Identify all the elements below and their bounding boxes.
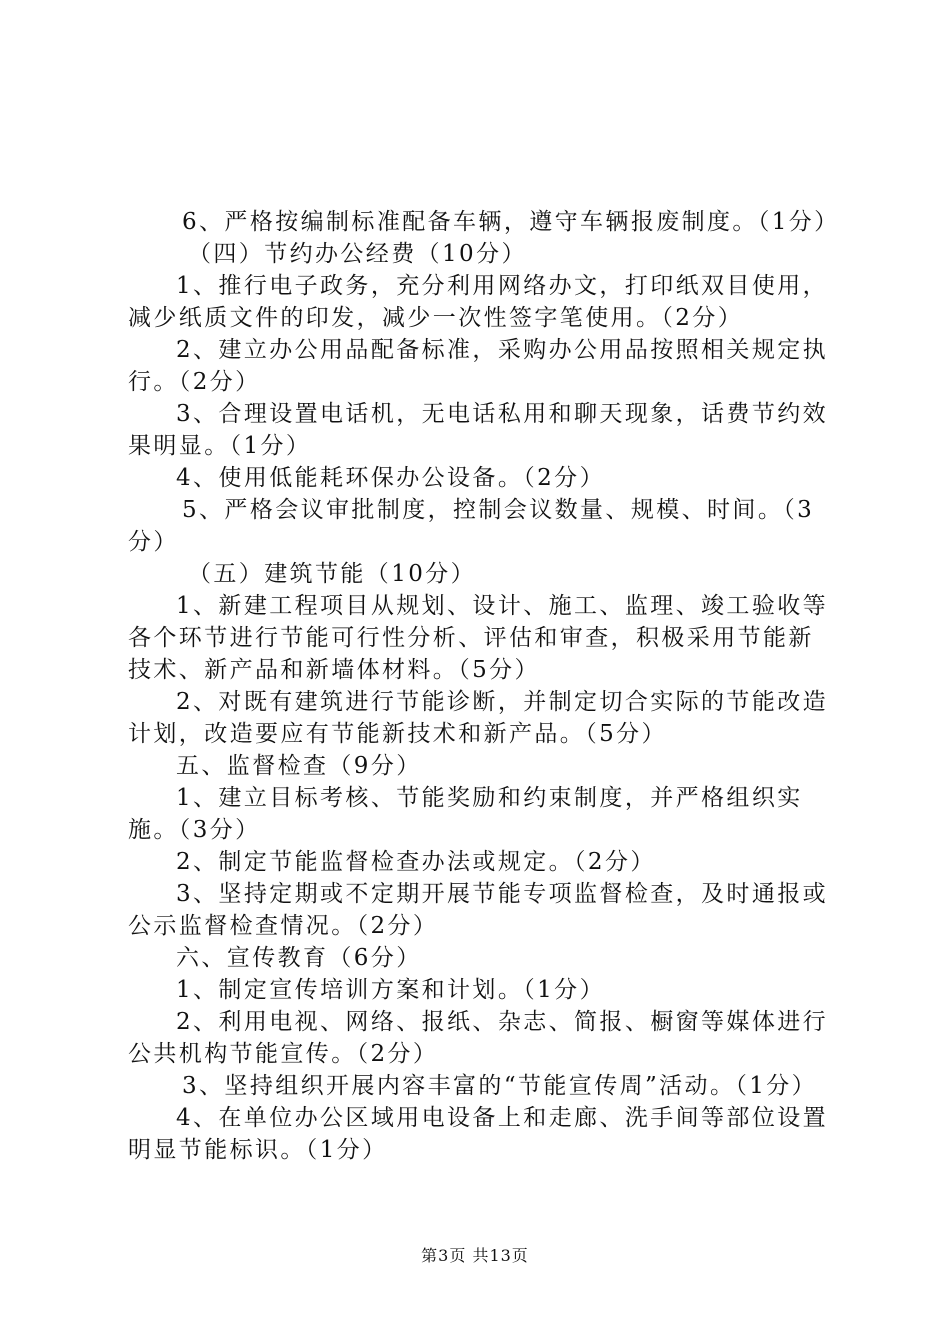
paragraph-inspection-method: 2、制定节能监督检查办法或规定。（2分） — [176, 849, 656, 875]
paragraph-periodic-inspection: 3、坚持定期或不定期开展节能专项监督检查，及时通报或公示监督检查情况。（2分） — [128, 881, 829, 939]
paragraph-existing-buildings: 2、对既有建筑进行节能诊断，并制定切合实际的节能改造计划，改造要应有节能新技术和新产品。（5分） — [128, 689, 829, 747]
paragraph-e-government: 1、推行电子政务，充分利用网络办文，打印纸双目使用，减少纸质文件的印发，减少一次性签字笔使用。（2分） — [128, 273, 829, 331]
heading-supervision: 五、监督检查（9分） — [176, 753, 422, 779]
paragraph-media-publicity: 2、利用电视、网络、报纸、杂志、简报、橱窗等媒体进行公共机构节能宣传。（2分） — [128, 1009, 829, 1067]
paragraph-vehicle-scrap: 6、严格按编制标准配备车辆，遵守车辆报废制度。（1分） — [182, 209, 840, 235]
document-body — [128, 206, 840, 1166]
heading-office-expenses: （四）节约办公经费（10分） — [188, 241, 527, 267]
paragraph-publicity-week: 3、坚持组织开展内容丰富的“节能宣传周”活动。（1分） — [182, 1073, 818, 1099]
paragraph-energy-signs: 4、在单位办公区域用电设备上和走廊、洗手间等部位设置明显节能标识。（1分） — [128, 1105, 829, 1163]
page-number-footer: 第3页 共13页 — [421, 1246, 529, 1265]
paragraph-low-energy-equipment: 4、使用低能耗环保办公设备。（2分） — [176, 465, 605, 491]
heading-publicity: 六、宣传教育（6分） — [176, 945, 422, 971]
paragraph-telephone: 3、合理设置电话机，无电话私用和聊天现象，话费节约效果明显。（1分） — [128, 401, 829, 459]
paragraph-new-construction: 1、新建工程项目从规划、设计、施工、监理、竣工验收等各个环节进行节能可行性分析、评估和审查，积极采用节能新技术、新产品和新墙体材料。（5分） — [128, 593, 829, 683]
paragraph-training-plan: 1、制定宣传培训方案和计划。（1分） — [176, 977, 605, 1003]
paragraph-office-supplies: 2、建立办公用品配备标准，采购办公用品按照相关规定执行。（2分） — [128, 337, 829, 395]
heading-building-energy: （五）建筑节能（10分） — [188, 561, 477, 587]
paragraph-meeting-approval: 5、严格会议审批制度，控制会议数量、规模、时间。（3分） — [128, 497, 815, 555]
paragraph-target-assessment: 1、建立目标考核、节能奖励和约束制度，并严格组织实施。（3分） — [128, 785, 803, 843]
